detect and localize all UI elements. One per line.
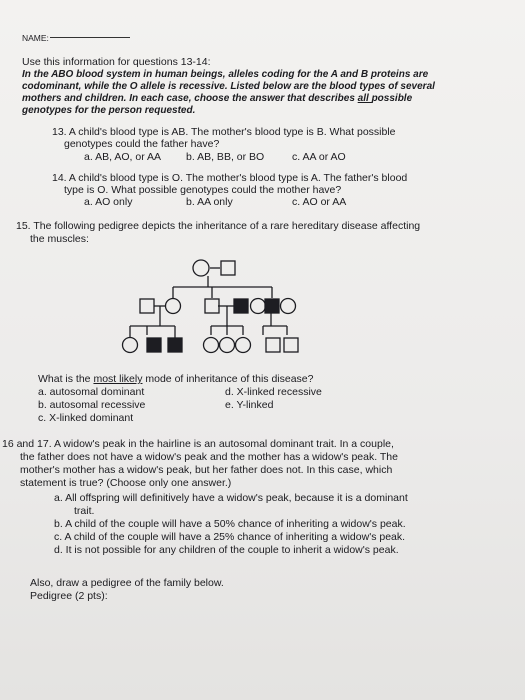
intro-line-2: In the ABO blood system in human beings, alleles coding for the A and B proteins are <box>22 69 429 80</box>
gen1-female-unaffected <box>193 260 209 276</box>
q13-stem-1: 13. A child's blood type is AB. The mother's blood type is B. What possible <box>52 126 396 138</box>
q1617-option-d[interactable]: d. It is not possible for any children of the couple to inherit a widow's peak. <box>54 544 399 556</box>
gen2-female-unaffected-1 <box>166 299 181 314</box>
q1617-stem-1: 16 and 17. A widow's peak in the hairline is an autosomal dominant trait. In a couple, <box>2 438 394 450</box>
q15-option-a[interactable]: a. autosomal dominant <box>38 386 145 398</box>
name-label: NAME: <box>22 33 49 43</box>
q1617-option-a[interactable]: a. All offspring will definitively have a widow's peak, because it is a dominant <box>54 492 408 504</box>
gen3-male-affected-2 <box>168 338 182 352</box>
intro-line-4-end: possible <box>371 93 413 104</box>
intro-line-1: Use this information for questions 13-14: <box>22 56 211 68</box>
gen2-male-unaffected-1 <box>140 299 154 313</box>
gen2-female-unaffected-2 <box>251 299 266 314</box>
q15-option-b[interactable]: b. autosomal recessive <box>38 399 146 411</box>
gen2-male-affected-1 <box>234 299 248 313</box>
q15-option-e[interactable]: e. Y-linked <box>225 399 274 411</box>
gen3-male-affected-1 <box>147 338 161 352</box>
q13-option-a[interactable]: a. AB, AO, or AA <box>84 151 162 163</box>
pedigree-symbols <box>123 260 299 353</box>
gen3-female-unaffected-2 <box>204 338 219 353</box>
q14-option-a[interactable]: a. AO only <box>84 196 133 208</box>
q15-stem-2: the muscles: <box>30 233 89 245</box>
footer-line-2: Pedigree (2 pts): <box>30 590 108 602</box>
intro-line-5: genotypes for the person requested. <box>22 105 196 116</box>
gen3-female-unaffected-3 <box>220 338 235 353</box>
gen3-male-unaffected-1 <box>266 338 280 352</box>
q1617-stem-4: statement is true? (Choose only one answer.) <box>20 477 232 489</box>
gen1-male-unaffected <box>221 261 235 275</box>
gen2-female-unaffected-3 <box>281 299 296 314</box>
q1617-stem-2: the father does not have a widow's peak and the mother has a widow's peak. The <box>20 451 398 463</box>
gen3-female-unaffected-4 <box>236 338 251 353</box>
gen3-male-unaffected-2 <box>284 338 298 352</box>
q1617-option-c[interactable]: c. A child of the couple will have a 25% chance of inheriting a widow's peak. <box>54 531 406 543</box>
pedigree-lines-extra <box>130 326 175 338</box>
q14-stem-1: 14. A child's blood type is O. The mother's blood type is A. The father's blood <box>52 172 408 184</box>
q15-ask-underlined: most likely <box>93 373 143 385</box>
q14-stem-2: type is O. What possible genotypes could the mother have? <box>64 184 342 196</box>
intro-all-underlined: all <box>357 93 372 104</box>
q15-ask <box>38 373 314 385</box>
gen2-male-unaffected-2 <box>205 299 219 313</box>
intro-line-4-text: mothers and children. In each case, choose the answer that describes <box>22 93 358 104</box>
q1617-option-a-cont: trait. <box>74 505 95 517</box>
q1617-option-b[interactable]: b. A child of the couple will have a 50% chance of inheriting a widow's peak. <box>54 518 406 530</box>
q13-stem-2: genotypes could the father have? <box>64 138 220 150</box>
q15-ask-post: mode of inheritance of this disease? <box>142 373 314 385</box>
gen2-male-affected-2 <box>265 299 279 313</box>
gen3-female-unaffected-1 <box>123 338 138 353</box>
q15-stem-1: 15. The following pedigree depicts the inheritance of a rare hereditary disease affecting <box>16 220 421 232</box>
q15-option-c[interactable]: c. X-linked dominant <box>38 412 134 424</box>
q1617-stem-3: mother's mother has a widow's peak, but her father does not. In this case, which <box>20 464 393 476</box>
q14-option-c[interactable]: c. AO or AA <box>292 196 347 208</box>
footer-line-1: Also, draw a pedigree of the family below. <box>30 577 224 589</box>
q15-option-d[interactable]: d. X-linked recessive <box>225 386 322 398</box>
q13-option-b[interactable]: b. AB, BB, or BO <box>186 151 265 163</box>
q14-option-b[interactable]: b. AA only <box>186 196 233 208</box>
q15-ask-pre: What is the <box>38 373 94 385</box>
q13-option-c[interactable]: c. AA or AO <box>292 151 346 163</box>
intro-line-3: codominant, while the O allele is recessive. Listed below are the blood types of several <box>22 81 435 92</box>
